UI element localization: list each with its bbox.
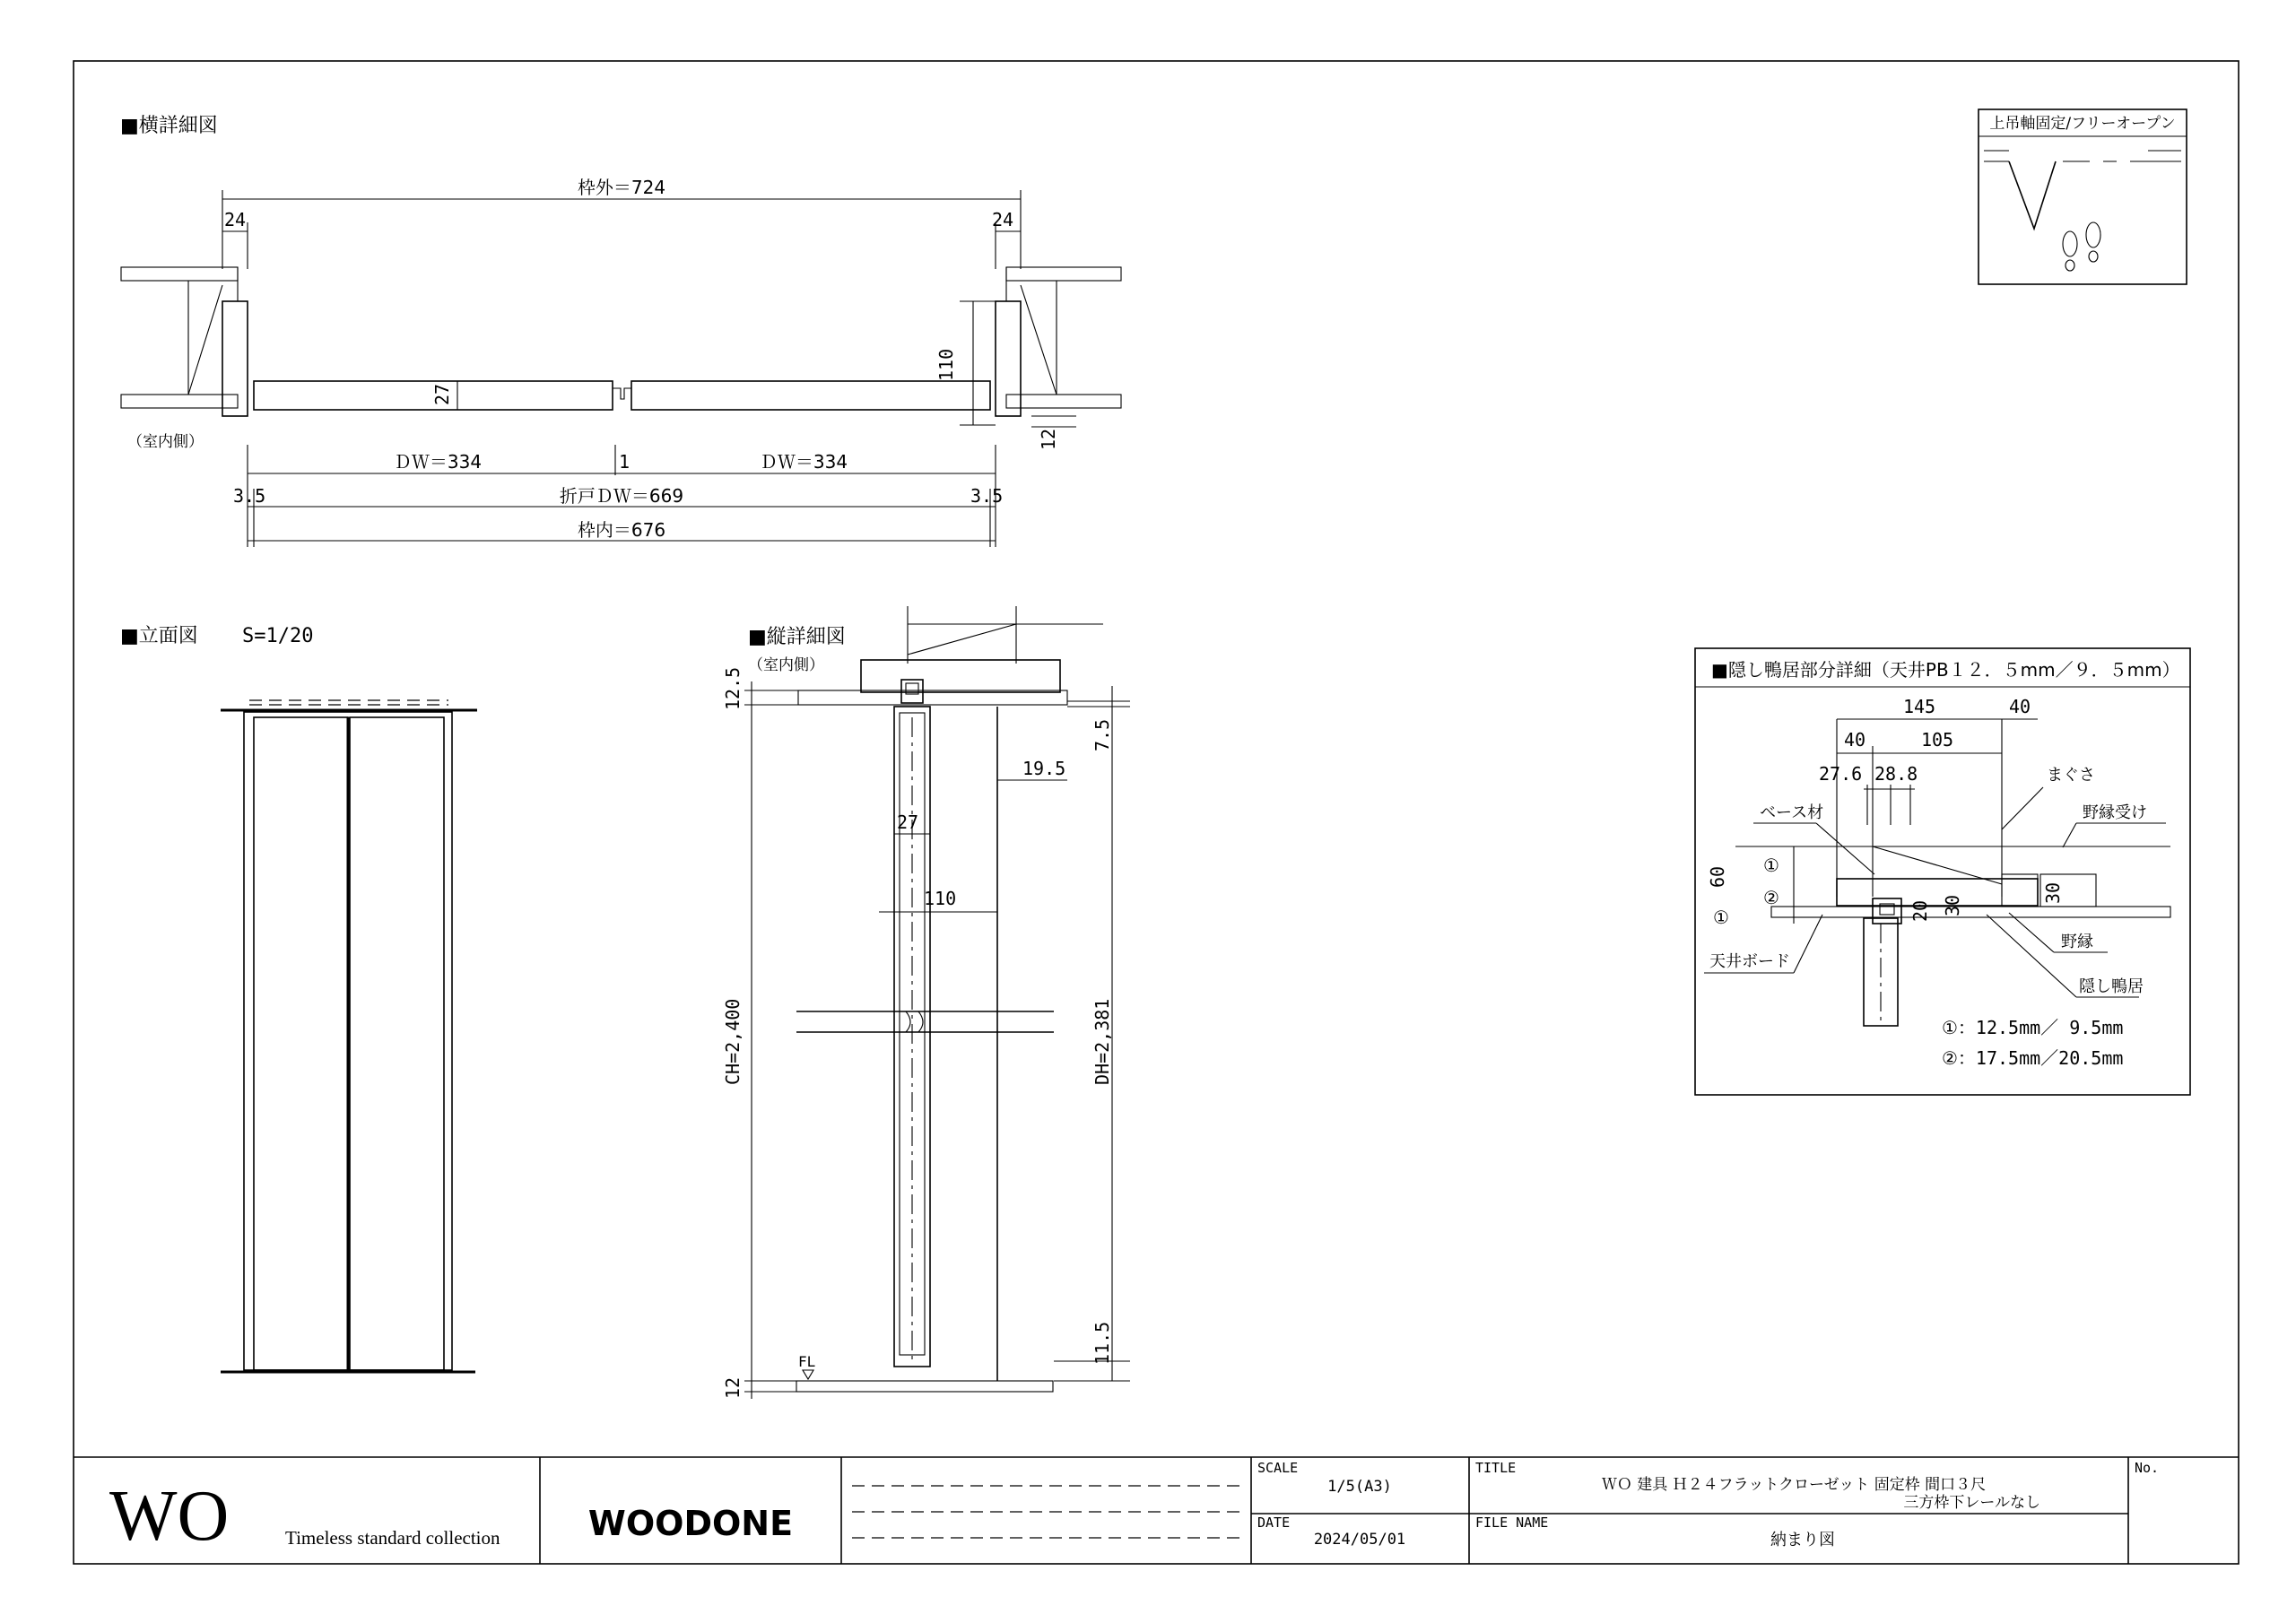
kamoi-30b-dim: 30: [2042, 881, 2064, 904]
elevation-heading: ■立面図: [120, 625, 198, 647]
top-7-5-dim: 7.5: [1091, 718, 1113, 751]
kamoi-detail: [1695, 648, 2190, 1095]
kamoi-60-dim: 60: [1707, 865, 1728, 888]
right-3-5-dim: 3.5: [970, 485, 1004, 507]
frame-110-dim: 110: [935, 348, 957, 381]
nobuchi-uke-label: 野縁受け: [2083, 803, 2147, 822]
vertical-interior-side: （室内側）: [748, 656, 824, 674]
brand-wo: WO: [109, 1477, 230, 1556]
fl-label: FL: [798, 1353, 816, 1370]
sheet-border: [74, 61, 2239, 1564]
elevation-scale: S=1/20: [242, 625, 314, 647]
title-block: [74, 1457, 2239, 1564]
ceiling-12-5-dim: 12.5: [722, 666, 744, 710]
title-line-2: 三方枠下レールなし: [1903, 1494, 2040, 1512]
marker-1-top: ①: [1763, 855, 1779, 876]
dw-right-dim: ＤＷ＝334: [759, 451, 848, 473]
fold-dw-dim: 折戸ＤＷ＝669: [559, 485, 684, 507]
kakushi-kamoi-label: 隠し鴨居: [2079, 977, 2144, 996]
bottom-11-5-dim: 11.5: [1091, 1321, 1113, 1365]
magusa-label: まぐさ: [2047, 766, 2095, 785]
tenjo-board-label: 天井ボード: [1709, 952, 1790, 971]
ch-dim: CH=2,400: [722, 998, 744, 1085]
file-name-label: FILE NAME: [1475, 1515, 1549, 1531]
right-24-dim: 24: [992, 209, 1014, 230]
floor-12-dim: 12: [722, 1376, 744, 1399]
marker-1-bottom: ①: [1713, 907, 1729, 928]
plan-detail: [120, 115, 1121, 547]
dh-dim: DH=2,381: [1091, 998, 1113, 1085]
frame-110-dim-v: 110: [924, 888, 957, 909]
elevation: [120, 625, 477, 1372]
left-24-dim: 24: [224, 209, 247, 230]
kamoi-30a-dim: 30: [1942, 894, 1963, 916]
operation-label: 上吊軸固定/フリーオープン: [1989, 115, 2176, 133]
kamoi-40-dim: 40: [1843, 729, 1866, 751]
kamoi-heading: ■隠し鴨居部分詳細（天井PB１２．５mm／９．５mm）: [1711, 659, 2180, 681]
frame-19-5-dim: 19.5: [1022, 758, 1066, 779]
file-name-value: 納まり図: [1770, 1531, 1835, 1549]
left-3-5-dim: 3.5: [233, 485, 266, 507]
frame-inner-dim: 枠内＝676: [577, 519, 666, 541]
gap-1-dim: 1: [619, 451, 631, 473]
kamoi-28-8-dim: 28.8: [1874, 763, 1918, 785]
leaf-27-dim: 27: [897, 812, 919, 833]
title-line-1: ＷＯ 建具 Ｈ２４フラットクローゼット 固定枠 間口３尺: [1601, 1476, 1987, 1494]
scale-label: SCALE: [1257, 1460, 1299, 1476]
woodone-logo: WOODONE: [587, 1504, 794, 1543]
kamoi-note-2: ②：17.5mm／20.5mm: [1942, 1047, 2124, 1069]
date-label: DATE: [1257, 1515, 1291, 1531]
marker-2: ②: [1763, 887, 1779, 908]
frame-outer-dim: 枠外＝724: [577, 177, 666, 198]
kamoi-40r-dim: 40: [2008, 696, 2031, 717]
operation-box: [1979, 109, 2187, 284]
plan-heading: ■横詳細図: [120, 115, 218, 137]
brand-tagline: Timeless standard collection: [285, 1527, 500, 1549]
kamoi-note-1: ①：12.5mm／ 9.5mm: [1942, 1017, 2124, 1038]
kamoi-105-dim: 105: [1920, 729, 1954, 751]
plan-interior-side: （室内側）: [127, 433, 204, 451]
panel-27-dim: 27: [431, 383, 453, 405]
gap-12-dim: 12: [1038, 428, 1059, 450]
vertical-heading: ■縦詳細図: [748, 626, 846, 648]
scale-value: 1/5(A3): [1327, 1478, 1392, 1496]
kamoi-27-6-dim: 27.6: [1819, 763, 1863, 785]
vertical-detail: [722, 606, 1130, 1399]
base-label: ベース材: [1760, 803, 1824, 822]
no-label: No.: [2135, 1460, 2160, 1476]
nobuchi-label: 野縁: [2061, 933, 2093, 951]
date-value: 2024/05/01: [1313, 1531, 1406, 1549]
kamoi-20-dim: 20: [1909, 899, 1931, 922]
title-label: TITLE: [1475, 1460, 1517, 1476]
kamoi-145-dim: 145: [1902, 696, 1936, 717]
dw-left-dim: ＤＷ＝334: [393, 451, 483, 473]
